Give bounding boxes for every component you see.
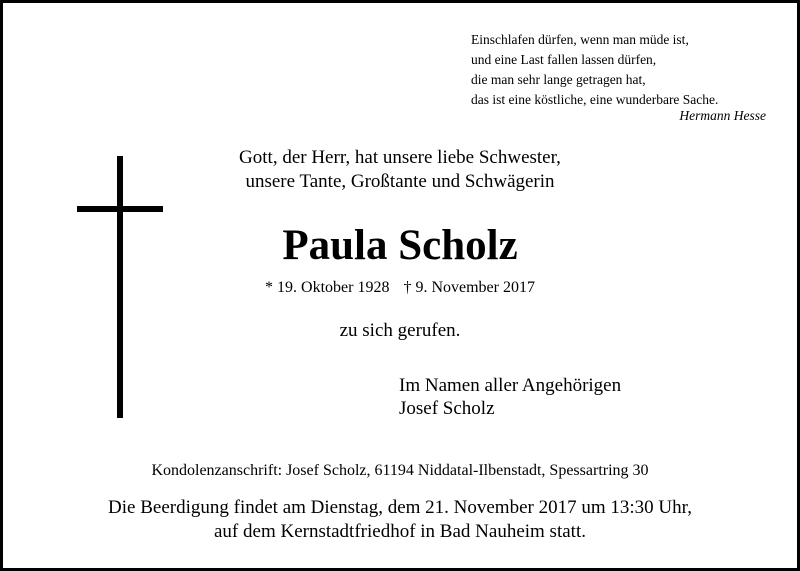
- poem-author: Hermann Hesse: [679, 108, 766, 123]
- funeral-line: auf dem Kernstadtfriedhof in Bad Nauheim statt.: [214, 521, 586, 542]
- cross-vertical-bar: [117, 156, 123, 418]
- poem-quote: [471, 30, 781, 110]
- intro-line: Gott, der Herr, hat unsere liebe Schwester,: [239, 147, 561, 168]
- called-text: zu sich gerufen.: [339, 320, 461, 341]
- birth-date: * 19. Oktober 1928: [265, 279, 390, 296]
- poem-line: das ist eine köstliche, eine wunderbare Sache.: [471, 92, 719, 107]
- condolence-address: Kondolenzanschrift: Josef Scholz, 61194 Niddatal-Ilbenstadt, Spessartring 30: [151, 462, 649, 479]
- poem-line: Einschlafen dürfen, wenn man müde ist,: [471, 32, 689, 47]
- funeral-info: [40, 496, 760, 544]
- life-dates: [200, 277, 600, 299]
- intro-text: [200, 146, 600, 194]
- signatory-name: Josef Scholz: [399, 398, 495, 419]
- cross-horizontal-bar: [77, 206, 163, 212]
- intro-line: unsere Tante, Großtante und Schwägerin: [245, 171, 555, 192]
- deceased-name: Paula Scholz: [282, 222, 518, 269]
- signature-block: [399, 374, 699, 420]
- poem-line: die man sehr lange getragen hat,: [471, 72, 646, 87]
- signature-line: Im Namen aller Angehörigen: [399, 375, 622, 396]
- poem-line: und eine Last fallen lassen dürfen,: [471, 52, 657, 67]
- funeral-line: Die Beerdigung findet am Dienstag, dem 21. November 2017 um 13:30 Uhr,: [108, 497, 692, 518]
- death-date: † 9. November 2017: [403, 279, 535, 296]
